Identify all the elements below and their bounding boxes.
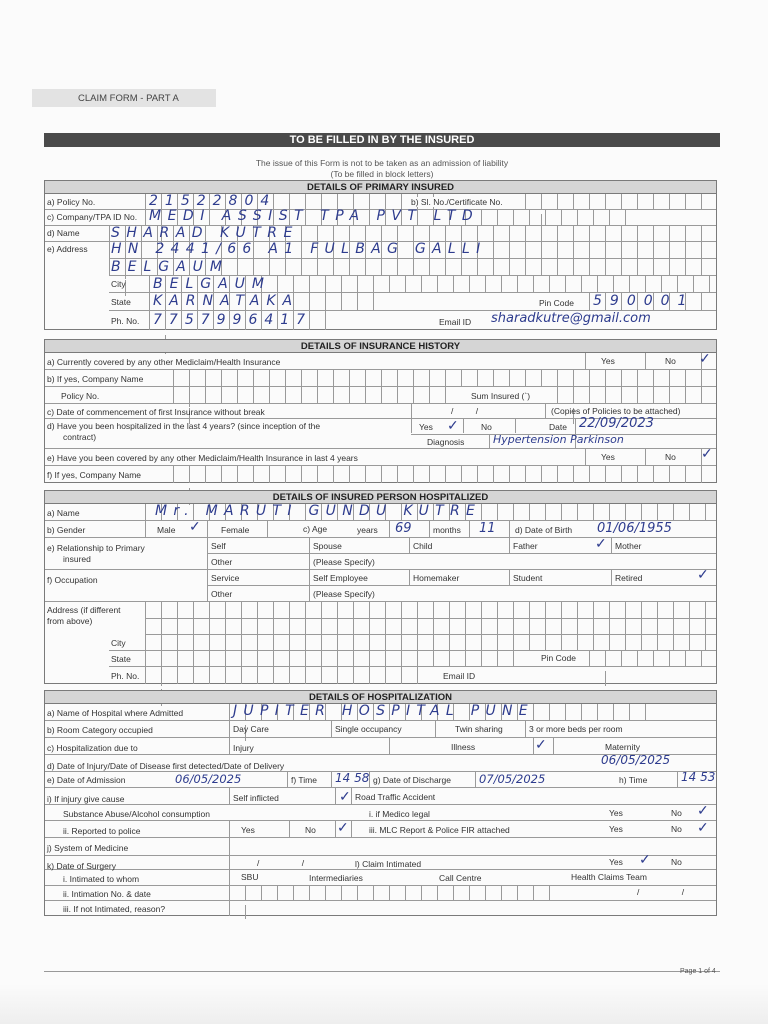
yes-label: Yes <box>601 356 615 366</box>
policy-label: a) Policy No. <box>47 197 96 207</box>
company-name-label: b) If yes, Company Name <box>47 374 144 384</box>
other-company-label: f) If yes, Company Name <box>47 470 142 480</box>
section-title: DETAILS OF INSURED PERSON HOSPITALIZED <box>45 491 716 504</box>
row-name <box>45 226 716 242</box>
section-title: DETAILS OF PRIMARY INSURED <box>45 181 716 194</box>
injury-label: Injury <box>233 743 254 753</box>
city-label: City <box>111 279 126 289</box>
three-beds-label: 3 or more beds per room <box>529 724 623 734</box>
patient-address-label-2: from above) <box>47 616 93 626</box>
male-check: ✓ <box>189 518 201 534</box>
occupation-label: f) Occupation <box>47 575 98 585</box>
single-occupancy-label: Single occupancy <box>335 724 402 734</box>
spouse-label: Spouse <box>313 541 342 551</box>
father-label: Father <box>513 541 538 551</box>
row-hospital-name <box>45 704 716 721</box>
student-label: Student <box>513 573 543 583</box>
row-relationship <box>45 535 716 570</box>
row-substance <box>45 802 716 821</box>
diagnosis-value: Hypertension Parkinson <box>493 433 624 446</box>
hosp-yes-check: ✓ <box>447 417 459 433</box>
mlc-yes-label: Yes <box>609 824 623 834</box>
pin-label: Pin Code <box>539 298 574 308</box>
hospitalized-label: d) Have you been hospitalized in the last 4 years? (since inception of the <box>47 421 321 431</box>
hosp-date-label: Date <box>549 422 567 432</box>
email-value: sharadkutre@gmail.com <box>491 311 651 326</box>
phone-label: Ph. No. <box>111 316 140 326</box>
section-title: DETAILS OF INSURANCE HISTORY <box>45 340 716 353</box>
claim-intimated-label: l) Claim Intimated <box>355 859 422 869</box>
row-company-name <box>45 370 716 387</box>
female-label: Female <box>221 525 250 535</box>
patient-state-label: State <box>111 654 131 664</box>
admission-time: 14 58 <box>335 771 370 785</box>
address-label: e) Address <box>47 244 88 254</box>
child-label: Child <box>413 541 433 551</box>
company-tpa: MEDI ASSIST TPA PVT LTD <box>149 208 480 224</box>
row-company <box>45 210 716 226</box>
self-inflicted-check: ✓ <box>339 788 351 804</box>
surgery-date: / / <box>257 858 325 868</box>
address-line-2: BELGAUM <box>111 259 230 275</box>
row-policy-sum <box>45 387 716 404</box>
years-label: years <box>357 525 378 535</box>
discharge-date: 07/05/2025 <box>479 772 546 786</box>
reported-yes-label: Yes <box>241 825 255 835</box>
hosp-date-value: 22/09/2023 <box>579 416 654 431</box>
intimated-no-label: No <box>671 857 682 867</box>
age-months: 11 <box>479 521 496 536</box>
row-hospitalized <box>45 416 716 449</box>
not-intimated-label: iii. If not Intimated, reason? <box>63 904 166 914</box>
injury-date-value: 06/05/2025 <box>601 753 671 767</box>
section-hospitalization <box>44 690 717 916</box>
intermediaries-label: Intermediaries <box>309 873 363 883</box>
row-surgery <box>45 851 716 871</box>
intimation-no-label: ii. Intimation No. & date <box>63 889 151 899</box>
row-admission <box>45 772 716 788</box>
maternity-label: Maternity <box>605 742 640 752</box>
rta-label: Road Traffic Accident <box>355 792 436 802</box>
mlc-no-label: No <box>671 824 682 834</box>
relationship-label-2: insured <box>63 554 91 564</box>
company-label: c) Company/TPA ID No. <box>47 212 138 222</box>
medico-no-check: ✓ <box>697 802 709 818</box>
retired-label: Retired <box>615 573 643 583</box>
specify-label: (Please Specify) <box>313 557 375 567</box>
row-address <box>45 242 716 330</box>
row-reported-police <box>45 821 716 838</box>
commencement-label: c) Date of commencement of first Insurance without break <box>47 407 265 417</box>
admission-date: 06/05/2025 <box>175 772 242 786</box>
intimated-yes-check: ✓ <box>639 851 651 867</box>
hosp-yes-label: Yes <box>419 422 433 432</box>
admission-label: e) Date of Admission <box>47 775 126 785</box>
policy-no-label: Policy No. <box>61 391 100 401</box>
city-value: BELGAUM <box>153 276 272 292</box>
hospital-name: JUPITER HOSPITAL PUNE <box>233 703 534 719</box>
form-tag: CLAIM FORM - PART A <box>32 89 216 107</box>
row-not-intimated <box>45 901 716 916</box>
reported-label: ii. Reported to police <box>63 826 141 836</box>
row-patient-name <box>45 504 716 521</box>
other-no-check: ✓ <box>701 445 713 461</box>
address-line-1: HN 2441/66 A1 FULBAG GALLI <box>111 241 487 257</box>
patient-address-label: Address (if different <box>47 605 121 615</box>
time-label: f) Time <box>291 775 317 785</box>
illness-check: ✓ <box>535 736 547 752</box>
no-label: No <box>665 356 676 366</box>
copies-note: (Copies of Policies to be attached) <box>551 406 681 416</box>
gender-label: b) Gender <box>47 525 86 535</box>
discharge-label: g) Date of Discharge <box>373 775 451 785</box>
patient-name: Mr. MARUTI GUNDU KUTRE <box>155 503 482 519</box>
row-patient-address <box>45 602 716 684</box>
reported-no-label: No <box>305 825 316 835</box>
call-centre-label: Call Centre <box>439 873 482 883</box>
illness-label: Illness <box>451 742 476 752</box>
reported-no-check: ✓ <box>337 819 349 835</box>
self-inflicted-label: Self inflicted <box>233 793 279 803</box>
mlc-no-check: ✓ <box>697 819 709 835</box>
male-label: Male <box>157 525 176 535</box>
phone-value: 7757996417 <box>153 312 313 328</box>
hospital-label: a) Name of Hospital where Admitted <box>47 708 184 718</box>
row-other-company <box>45 466 716 483</box>
twin-sharing-label: Twin sharing <box>455 724 503 734</box>
commencement-date: / / <box>451 406 489 416</box>
pin-value: 590001 <box>593 293 695 309</box>
self-label: Self <box>211 541 226 551</box>
patient-pin-label: Pin Code <box>541 653 576 663</box>
discharge-time: 14 53 <box>681 770 716 784</box>
intimated-whom-label: i. Intimated to whom <box>63 874 140 884</box>
other-no-label: No <box>665 452 676 462</box>
day-care-label: Day Care <box>233 724 269 734</box>
father-check: ✓ <box>595 535 607 551</box>
medico-no-label: No <box>671 808 682 818</box>
email-label: Email ID <box>439 317 472 327</box>
self-employee-label: Self Employee <box>313 573 368 583</box>
row-room-category <box>45 721 716 738</box>
dob-label: d) Date of Birth <box>515 525 573 535</box>
main-title: TO BE FILLED IN BY THE INSURED <box>44 133 720 147</box>
diagnosis-label: Diagnosis <box>427 437 465 447</box>
policy-number: 21522804 <box>149 193 277 209</box>
insured-name: SHARAD KUTRE <box>111 225 299 241</box>
service-label: Service <box>211 573 240 583</box>
footer-line <box>44 971 720 972</box>
age-years: 69 <box>395 521 412 536</box>
other-label: Other <box>211 557 233 567</box>
patient-city-label: City <box>111 638 126 648</box>
mlc-label: iii. MLC Report & Police FIR attached <box>369 825 510 835</box>
substance-label: Substance Abuse/Alcohol consumption <box>63 809 210 819</box>
row-injury-date <box>45 755 716 772</box>
months-label: months <box>433 525 461 535</box>
mother-label: Mother <box>615 541 642 551</box>
discharge-time-label: h) Time <box>619 775 648 785</box>
injury-cause-label: i) If injury give cause <box>47 794 125 804</box>
age-label: c) Age <box>303 524 328 534</box>
sbu-label: SBU <box>241 872 259 882</box>
intimated-yes-label: Yes <box>609 857 623 867</box>
no-check-mark: ✓ <box>699 350 711 366</box>
row-gender-age <box>45 518 716 538</box>
relationship-label: e) Relationship to Primary <box>47 543 145 553</box>
slno-label: b) Sl. No./Certificate No. <box>411 197 503 207</box>
other-cover-label: e) Have you been covered by any other Mediclaim/Health Insurance in last 4 years <box>47 453 358 463</box>
medico-yes-label: Yes <box>609 808 623 818</box>
row-injury-cause <box>45 788 716 805</box>
hospitalized-label-2: contract) <box>63 432 97 442</box>
occ-specify-label: (Please Specify) <box>313 589 375 599</box>
state-value: KARNATAKA <box>153 293 300 309</box>
row-occupation <box>45 566 716 602</box>
liability-note: The issue of this Form is not to be taken as an admission of liability <box>255 158 509 168</box>
homemaker-label: Homemaker <box>413 573 460 583</box>
occ-other-label: Other <box>211 589 233 599</box>
row-intimated-whom <box>45 870 716 886</box>
room-label: b) Room Category occupied <box>47 725 153 735</box>
injury-date-label: d) Date of Injury/Date of Disease first detected/Date of Delivery <box>47 761 285 771</box>
retired-check: ✓ <box>697 566 709 582</box>
block-letters-note: (To be filled in block letters) <box>330 169 434 179</box>
health-claims-label: Health Claims Team <box>571 872 647 882</box>
hosp-no-label: No <box>481 422 492 432</box>
name-label: d) Name <box>47 228 80 238</box>
patient-name-label: a) Name <box>47 508 80 518</box>
row-other-cover <box>45 445 716 466</box>
section-insurance-history <box>44 339 717 483</box>
system-medicine-label: j) System of Medicine <box>47 843 129 853</box>
section-title: DETAILS OF HOSPITALIZATION <box>45 691 716 704</box>
dob-value: 01/06/1955 <box>597 521 672 536</box>
medico-legal-label: i. if Medico legal <box>369 809 430 819</box>
section-person-hospitalized <box>44 490 717 684</box>
current-cover-label: a) Currently covered by any other Mediclaim/Health Insurance <box>47 357 281 367</box>
due-to-label: c) Hospitalization due to <box>47 743 138 753</box>
section-primary-insured <box>44 180 717 330</box>
intimation-date: / / <box>637 887 705 897</box>
row-current-cover <box>45 350 716 370</box>
patient-email-label: Email ID <box>443 671 476 681</box>
page-number: Page 1 of 4 <box>680 968 716 975</box>
state-label: State <box>111 297 131 307</box>
surgery-label: k) Date of Surgery <box>47 861 116 871</box>
sum-insured-label: Sum Insured (`) <box>471 391 531 401</box>
patient-phone-label: Ph. No. <box>111 671 140 681</box>
row-intimation-no <box>45 886 716 901</box>
other-yes-label: Yes <box>601 452 615 462</box>
row-system-medicine <box>45 838 716 856</box>
